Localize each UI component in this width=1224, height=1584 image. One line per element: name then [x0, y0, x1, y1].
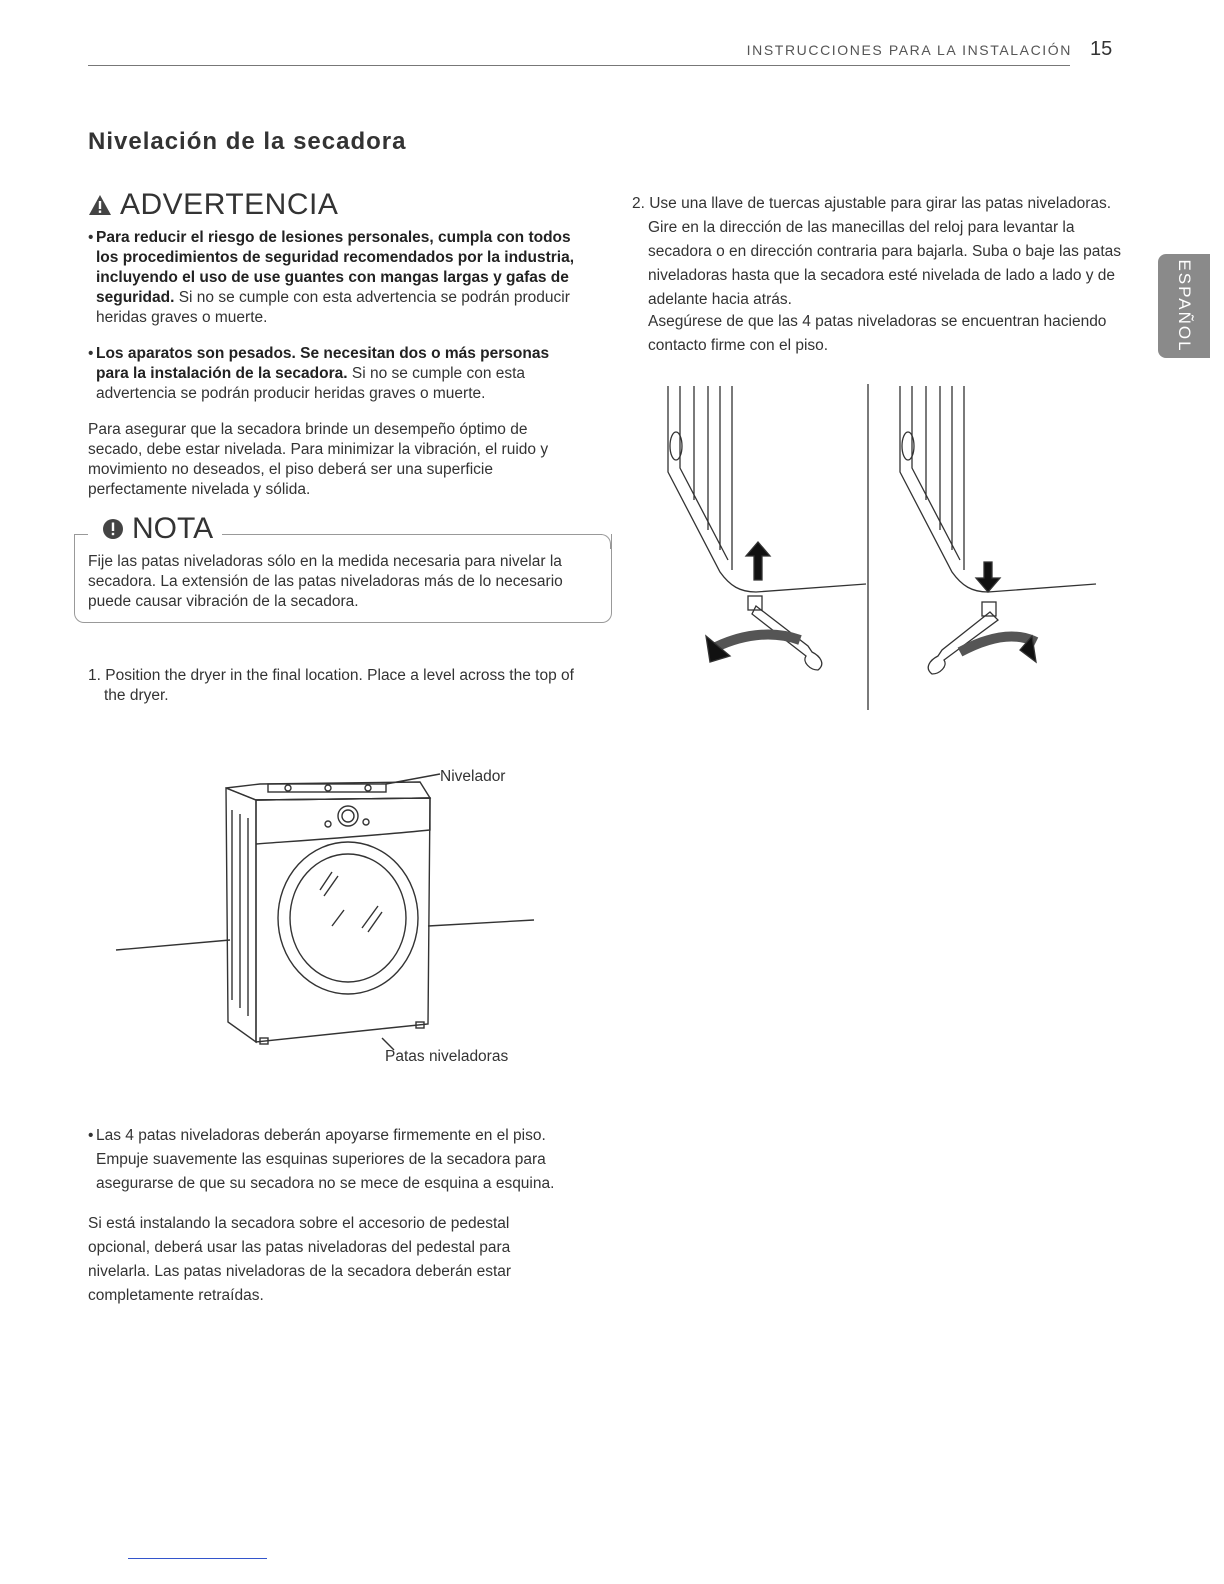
language-tab-label: ESPAÑOL [1175, 259, 1194, 353]
warning-item-1-bold: Para reducir el riesgo de lesiones personales, cumpla con todos los procedimientos de seguridad recomendados por la industria, incluyendo el uso de use guantes con mangas largas y gafas de seguridad. [96, 229, 575, 306]
note-heading-text: NOTA [132, 512, 214, 545]
pedestal-paragraph: Si está instalando la secadora sobre el accesorio de pedestal opcional, deberá usar las patas niveladoras del pedestal para nivelarla. Las patas niveladoras de la secadora deberán estar completamente retraídas. [88, 1215, 512, 1304]
running-header: INSTRUCCIONES PARA LA INSTALACIÓN [746, 42, 1072, 58]
language-tab [1158, 254, 1210, 358]
page-number: 15 [1090, 38, 1113, 60]
note-text: Fije las patas niveladoras sólo en la medida necesaria para nivelar la secadora. La extensión de las patas niveladoras más de lo necesario puede causar vibración de la secadora. [88, 553, 563, 610]
bullet-dot: • [88, 1127, 94, 1144]
feet-bullet-text: Las 4 patas niveladoras deberán apoyarse firmemente en el piso. Empuje suavemente las esquinas superiores de la secadora para asegurarse de que su secadora no se mece de esquina a esquina. [96, 1127, 555, 1192]
leveling-feet-adjustment-illustration [660, 380, 1100, 712]
warning-item-1-rest: Si no se cumple con esta advertencia se podrán producir heridas graves o muerte. [96, 289, 570, 326]
bullet-dot: • [88, 345, 94, 362]
warning-item-1 [88, 228, 576, 328]
step-2: 2. Use una llave de tuercas ajustable para girar las patas niveladoras. Gire en la dirección de las manecillas del reloj para levantar la secadora o en dirección contraria para bajarla. Suba o baje las patas niveladoras hasta que la secadora esté nivelada de lado a lado y de adelante hacia atrás. [632, 195, 1122, 308]
note-box-border [222, 534, 602, 535]
header-rule [88, 65, 1070, 66]
warning-icon [88, 194, 112, 216]
info-icon [102, 518, 124, 540]
feet-bullet [88, 1124, 582, 1196]
label-level: Nivelador [440, 768, 506, 785]
warning-item-2 [88, 344, 576, 404]
warning-heading-text: ADVERTENCIA [120, 188, 339, 221]
note-heading [96, 512, 219, 546]
intro-paragraph: Para asegurar que la secadora brinde un desempeño óptimo de secado, debe estar nivelada. Para minimizar la vibración, el ruido y movimiento no deseados, el piso deberá ser una superficie perfectamente nivelada y sólida. [88, 421, 549, 498]
step-1: 1. Position the dryer in the final location. Place a level across the top of the dryer. [88, 667, 574, 704]
step-2-note: Asegúrese de que las 4 patas niveladoras se encuentran haciendo contacto firme con el piso. [648, 313, 1107, 354]
section-title: Nivelación de la secadora [88, 128, 407, 155]
warning-item-2-bold: Los aparatos son pesados. Se necesitan dos o más personas para la instalación de la secadora. [96, 345, 550, 382]
dryer-level-illustration [110, 760, 550, 1060]
label-leveling-feet: Patas niveladoras [385, 1048, 509, 1065]
warning-heading [88, 188, 338, 222]
footer-link-underline [128, 1558, 267, 1559]
warning-item-2-rest: Si no se cumple con esta advertencia se podrán producir heridas graves o muerte. [96, 365, 526, 402]
bullet-dot: • [88, 229, 94, 246]
note-box-border [74, 534, 88, 535]
